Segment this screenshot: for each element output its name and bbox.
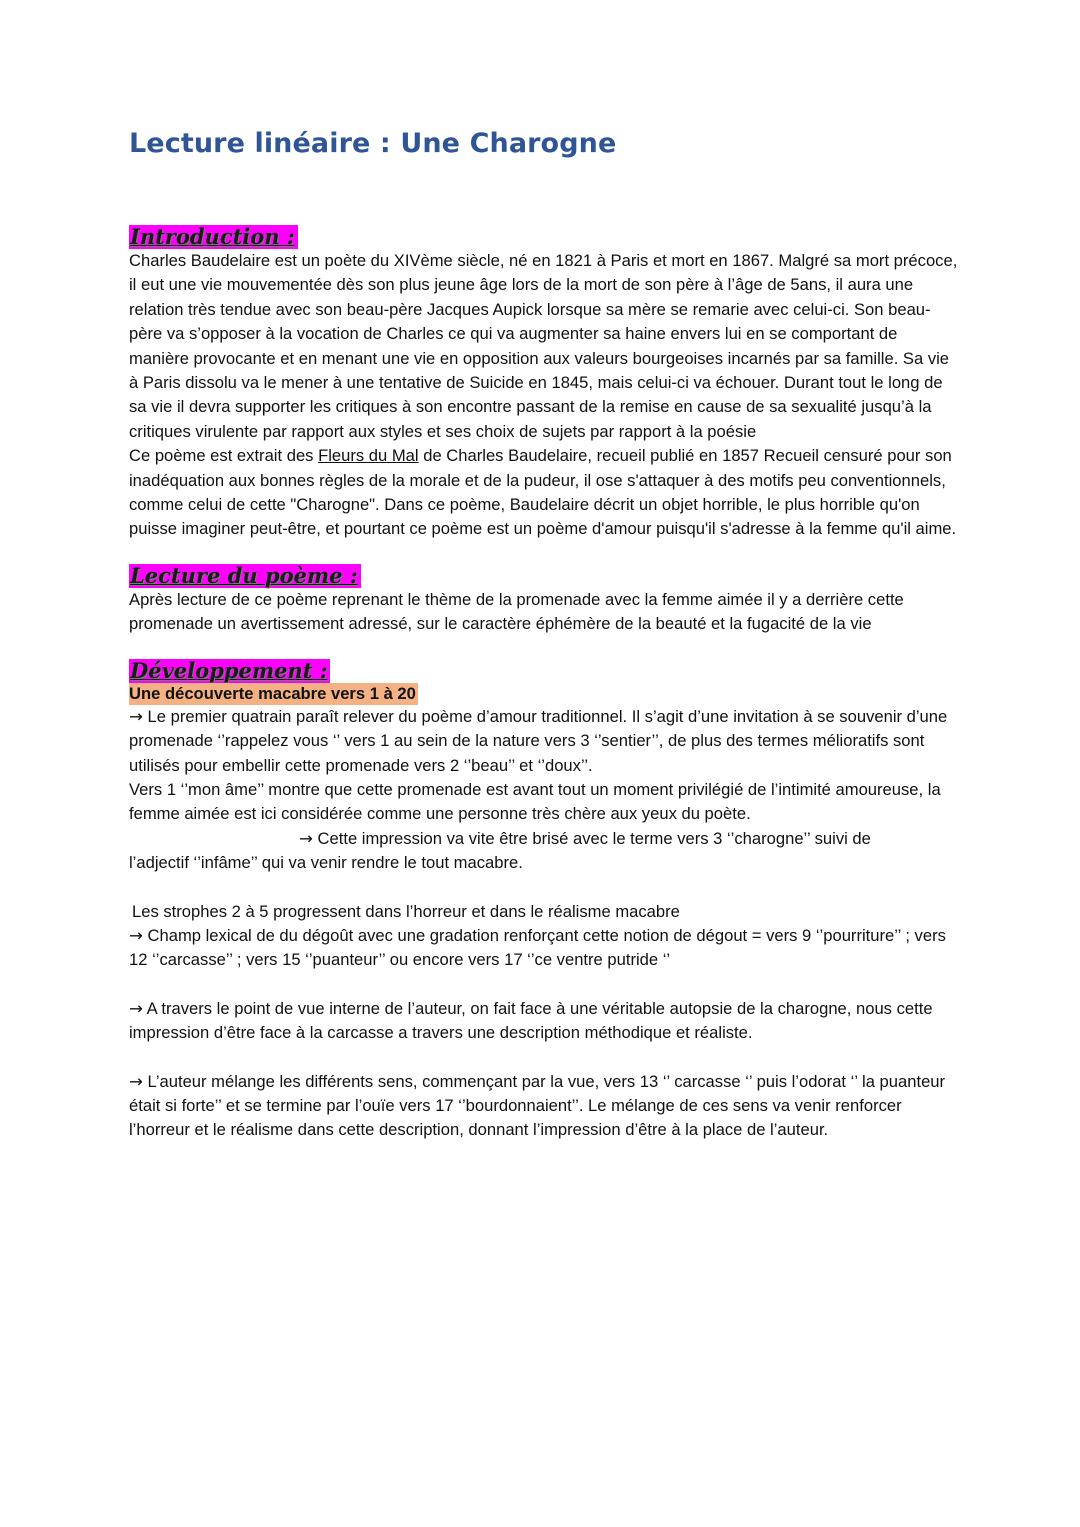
dev-paragraph-6 [129,997,959,1046]
lecture-section [129,564,959,637]
lecture-paragraph: Après lecture de ce poème reprenant le thème de la promenade avec la femme aimée il y a derrière cette promenade un avertissement adressé, sur le caractère éphémère de la beauté et la fugacité de la vie [129,589,904,634]
developpement-section [129,659,959,1143]
arrow-icon: → [129,706,143,726]
dev-paragraph-5 [129,924,959,973]
dev-paragraph-3-start [129,827,959,851]
dev-paragraph-7 [129,1070,959,1143]
introduction-section [129,225,959,542]
text-segment: Ce poème est extrait des [129,446,319,466]
dev-paragraph-3-end: l’adjectif ‘’infâme’’ qui va venir rendre le tout macabre. [129,853,523,873]
arrow-icon: → [129,998,143,1018]
text-segment: Le premier quatrain paraît relever du poème d’amour traditionnel. Il s’agit d’une invitation à se souvenir d’une promenade ‘’rappelez vous ‘’ vers 1 au sein de la nature vers 3 ‘’sentier’’, de plus des termes mélioratifs sont utilisés pour embellir cette promenade vers 2 ‘’beau’’ et ‘’doux’’. [129,706,948,775]
arrow-icon: → [129,1071,143,1091]
arrow-icon: → [299,828,313,848]
introduction-paragraph: Charles Baudelaire est un poète du XIVème siècle, né en 1821 à Paris et mort en 1867. Malgré sa mort précoce, il eut une vie mouvementée dès son plus jeune âge lors de la mort de son père à l’âge de 5ans, il aura une relation très tendue avec son beau-père Jacques Aupick lorsque sa mère se remarie avec celui-ci. Son beau-père va s’opposer à la vocation de Charles ce qui va augmenter sa haine envers lui en se comportant de manière provocante et en menant une vie en opposition aux valeurs bourgeoises incarnés par sa famille. Sa vie à Paris dissolu va le mener à une tentative de Suicide en 1845, mais celui-ci va échouer. Durant tout le long de sa vie il devra supporter les critiques à son encontre passant de la remise en cause de sa sexualité jusqu’à la critiques virulente par rapport aux styles et ses choix de sujets par rapport à la poésie [129,251,958,441]
arrow-icon: → [129,925,143,945]
introduction-paragraph-2 [129,444,959,542]
subsection-heading: Une découverte macabre vers 1 à 20 [129,683,416,703]
book-title-link: Fleurs du Mal [318,446,419,466]
page-title: Lecture linéaire : Une Charogne [129,128,617,159]
dev-paragraph-1 [129,705,959,778]
dev-paragraph-2: Vers 1 ‘’mon âme’’ montre que cette promenade est avant tout un moment privilégié de l’intimité amoureuse, la femme aimée est ici considérée comme une personne très chère aux yeux du poète. [129,779,941,824]
text-segment: L’auteur mélange les différents sens, commençant par la vue, vers 13 ‘’ carcasse ‘’ puis l’odorat ‘’ la puanteur était si forte’’ et se termine par l’ouïe vers 17 ‘’bourdonnaient’’. Le mélange de ces sens va venir renforcer l’horreur et le réalisme dans cette description, donnant l’impression d’être à la place de l’auteur. [129,1071,946,1140]
text-segment: de Charles Baudelaire, recueil publié en 1857 Recueil censuré pour son inadéquation aux bonnes règles de la morale et de la pudeur, il ose s'attaquer à des motifs peu conventionnels, comme celui de cette "Charogne". Dans ce poème, Baudelaire décrit un objet horrible, le plus horrible qu'on puisse imaginer peut-être, et pourtant ce poème est un poème d'amour puisqu'il s'adresse à la femme qu'il aime. [129,446,957,539]
developpement-heading: Développement : [129,659,330,683]
spacer [129,1046,959,1070]
dev-paragraph-4: Les strophes 2 à 5 progressent dans l’horreur et dans le réalisme macabre [132,901,680,921]
spacer [129,973,959,997]
document-content [129,128,959,1143]
lecture-heading: Lecture du poème : [129,564,361,588]
text-segment: A travers le point de vue interne de l’auteur, on fait face à une véritable autopsie de la charogne, nous cette impression d’être face à la carcasse a travers une description méthodique et réaliste. [129,998,933,1043]
text-segment: Cette impression va vite être brisé avec le terme vers 3 ‘’charogne’’ suivi de [312,828,871,848]
text-segment: Champ lexical de du dégoût avec une gradation renforçant cette notion de dégout = vers 9 ‘’pourriture’’ ; vers 12 ‘’carcasse’’ ; vers 15 ‘’puanteur’’ ou encore vers 17 ‘’ce ventre putride ‘’ [129,925,946,970]
introduction-heading: Introduction : [129,225,298,249]
spacer [129,876,959,900]
